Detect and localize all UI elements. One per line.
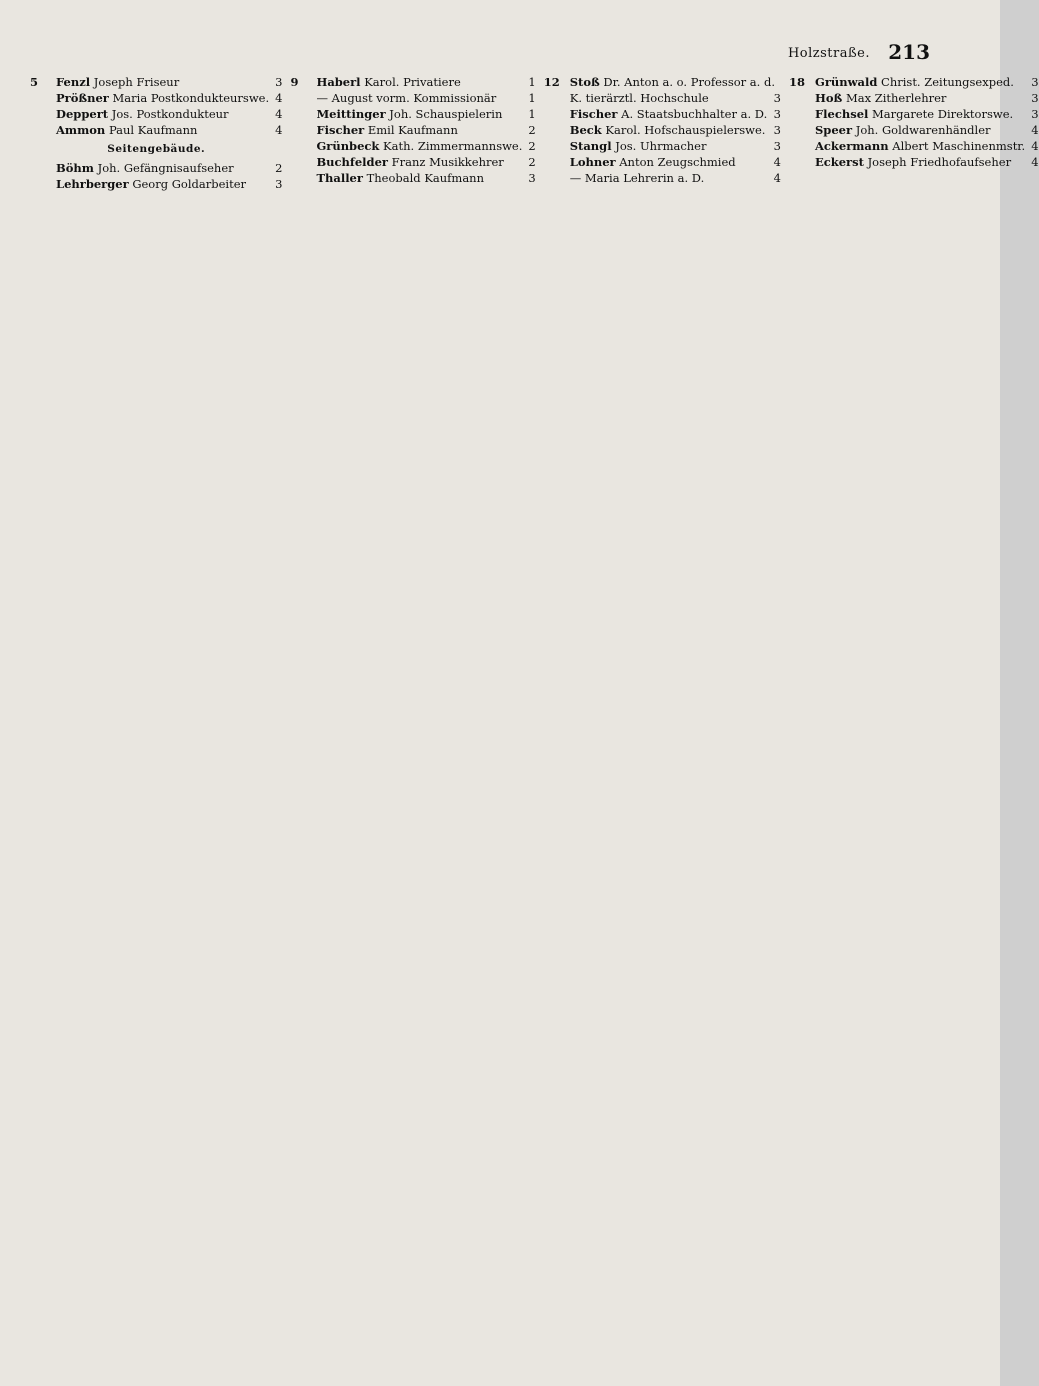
directory-entry (789, 74, 1039, 90)
house-number (30, 122, 56, 138)
resident-name (815, 138, 1025, 154)
directory-entry (789, 106, 1039, 122)
column-3 (544, 74, 781, 192)
floor-number: 4 (275, 123, 283, 137)
page-number: 213 (888, 40, 930, 64)
directory-entry (290, 170, 535, 186)
floor-number: 3 (773, 139, 781, 153)
house-number (30, 90, 56, 106)
resident-name (56, 90, 269, 106)
resident-name (316, 106, 522, 122)
resident-surname: Fischer (569, 107, 618, 121)
column-2 (290, 74, 535, 192)
resident-surname: Haberl (316, 75, 361, 89)
resident-details: Franz Musikkehrer (391, 155, 504, 169)
resident-details: Maria Postkondukteurswe. (112, 91, 270, 105)
resident-surname: Meittinger (316, 107, 386, 121)
resident-name (815, 106, 1025, 122)
resident-surname: Thaller (316, 171, 363, 185)
page-header (30, 38, 930, 68)
directory-entry (290, 90, 535, 106)
resident-name (316, 154, 522, 170)
floor-number: 3 (773, 107, 781, 121)
house-number (789, 138, 815, 154)
resident-surname: Beck (569, 123, 602, 137)
resident-details: Joh. Gefängnisaufseher (97, 161, 234, 175)
house-number (290, 122, 316, 138)
resident-name (316, 138, 522, 154)
floor-number: 2 (275, 161, 283, 175)
directory-entry (789, 138, 1039, 154)
resident-details: Max Zitherlehrer (845, 91, 947, 105)
directory-entry (30, 122, 282, 138)
house-number: 18 (789, 75, 806, 89)
floor-number: 4 (773, 155, 781, 169)
resident-name (815, 122, 1025, 138)
directory-entry (30, 160, 282, 176)
resident-name (56, 74, 269, 90)
house-number: 5 (30, 75, 39, 89)
house-number (544, 106, 570, 122)
floor-number: 2 (528, 155, 536, 169)
resident-details: K. tierärztl. Hochschule (569, 91, 709, 105)
resident-surname: Lohner (569, 155, 616, 169)
resident-surname: Fenzl (56, 75, 91, 89)
directory-entry (789, 122, 1039, 138)
floor-number: 4 (275, 91, 283, 105)
resident-details: Karol. Hofschauspielerswe. (605, 123, 766, 137)
resident-name (56, 106, 269, 122)
resident-details: Margarete Direktorswe. (872, 107, 1014, 121)
resident-surname: Fischer (316, 123, 365, 137)
resident-details: Georg Goldarbeiter (132, 177, 247, 191)
resident-name (56, 122, 269, 138)
directory-entry (544, 122, 781, 138)
resident-details: Jos. Uhrmacher (615, 139, 707, 153)
floor-number: 4 (1031, 155, 1039, 169)
resident-surname: Buchfelder (316, 155, 388, 169)
house-number (290, 170, 316, 186)
directory-entry (30, 176, 282, 192)
floor-number: 3 (275, 177, 283, 191)
resident-details: Emil Kaufmann (367, 123, 458, 137)
resident-details: A. Staatsbuchhalter a. D. (621, 107, 768, 121)
resident-name (316, 170, 522, 186)
house-number (544, 122, 570, 138)
directory-entry (789, 154, 1039, 170)
column-1 (30, 74, 282, 192)
resident-details: Theobald Kaufmann (366, 171, 484, 185)
directory-entry (30, 106, 282, 122)
directory-entry (30, 74, 282, 90)
floor-number: 2 (528, 139, 536, 153)
house-number (789, 90, 815, 106)
resident-name (570, 90, 768, 106)
resident-surname: Prößner (56, 91, 109, 105)
resident-name (570, 74, 775, 90)
resident-details: Christ. Zeitungsexped. (881, 75, 1014, 89)
directory-entry (290, 106, 535, 122)
floor-number: 4 (773, 171, 781, 185)
house-number (30, 176, 56, 192)
house-number (30, 160, 56, 176)
directory-entry (544, 90, 781, 106)
floor-number: 3 (1031, 75, 1039, 89)
resident-surname: Grünbeck (316, 139, 380, 153)
resident-details: Albert Maschinenmstr. (892, 139, 1026, 153)
resident-surname: Deppert (56, 107, 109, 121)
house-number (789, 122, 815, 138)
house-number (290, 138, 316, 154)
house-number (290, 106, 316, 122)
house-number (789, 154, 815, 170)
floor-number: 3 (773, 91, 781, 105)
resident-name (570, 170, 768, 186)
directory-entry (544, 74, 781, 90)
directory-entry (544, 170, 781, 186)
resident-details: Paul Kaufmann (108, 123, 198, 137)
resident-details: Joh. Goldwarenhändler (855, 123, 991, 137)
floor-number: 4 (1031, 123, 1039, 137)
resident-name (570, 106, 768, 122)
floor-number: 3 (773, 123, 781, 137)
resident-name (56, 176, 269, 192)
house-number: 12 (543, 75, 560, 89)
directory-entry (544, 138, 781, 154)
floor-number: 4 (1031, 139, 1039, 153)
directory-entry (290, 74, 535, 90)
resident-details: — August vorm. Kommissionär (316, 91, 497, 105)
running-head: Holzstraße. (787, 46, 870, 61)
house-number (290, 154, 316, 170)
resident-surname: Stoß (569, 75, 600, 89)
resident-surname: Stangl (569, 139, 612, 153)
resident-details: Dr. Anton a. o. Professor a. d. (603, 75, 775, 89)
house-number (30, 106, 56, 122)
floor-number: 1 (528, 107, 536, 121)
directory-entry (290, 138, 535, 154)
house-number (544, 90, 570, 106)
directory-entry (789, 90, 1039, 106)
house-number (544, 154, 570, 170)
resident-surname: Flechsel (815, 107, 869, 121)
floor-number: 2 (528, 123, 536, 137)
house-number (544, 170, 570, 186)
house-number (544, 138, 570, 154)
resident-name (570, 154, 768, 170)
floor-number: 3 (1031, 107, 1039, 121)
directory-entry (544, 154, 781, 170)
directory-entry (290, 122, 535, 138)
resident-name (316, 90, 522, 106)
directory-entry (544, 106, 781, 122)
house-number: 9 (290, 75, 299, 89)
resident-surname: Speer (815, 123, 853, 137)
floor-number: 1 (528, 75, 536, 89)
directory-entry (290, 154, 535, 170)
resident-surname: Ackermann (815, 139, 889, 153)
resident-surname: Hoß (815, 91, 843, 105)
floor-number: 4 (275, 107, 283, 121)
resident-details: — Maria Lehrerin a. D. (569, 171, 705, 185)
resident-name (570, 138, 768, 154)
resident-name (316, 122, 522, 138)
resident-name (570, 122, 768, 138)
floor-number: 3 (528, 171, 536, 185)
resident-details: Kath. Zimmermannswe. (383, 139, 523, 153)
floor-number: 3 (1031, 91, 1039, 105)
resident-surname: Ammon (56, 123, 106, 137)
resident-details: Karol. Privatiere (364, 75, 461, 89)
resident-details: Joseph Friedhofaufseher (867, 155, 1012, 169)
resident-name (56, 160, 269, 176)
column-4 (789, 74, 1039, 192)
resident-name (815, 90, 1025, 106)
resident-details: Joseph Friseur (93, 75, 180, 89)
resident-surname: Lehrberger (56, 177, 129, 191)
resident-surname: Grünwald (815, 75, 878, 89)
house-number (290, 90, 316, 106)
resident-details: Anton Zeugschmied (619, 155, 736, 169)
directory-entry (30, 90, 282, 106)
resident-name (815, 74, 1025, 90)
directory-columns (30, 74, 1039, 192)
resident-name (316, 74, 522, 90)
resident-surname: Eckerst (815, 155, 864, 169)
resident-name (815, 154, 1025, 170)
resident-details: Joh. Schauspielerin (389, 107, 503, 121)
floor-number: 3 (275, 75, 283, 89)
floor-number: 1 (528, 91, 536, 105)
house-number (789, 106, 815, 122)
resident-surname: Böhm (56, 161, 94, 175)
resident-details: Jos. Postkondukteur (111, 107, 229, 121)
section-heading: Seitengebäude. (107, 143, 206, 155)
